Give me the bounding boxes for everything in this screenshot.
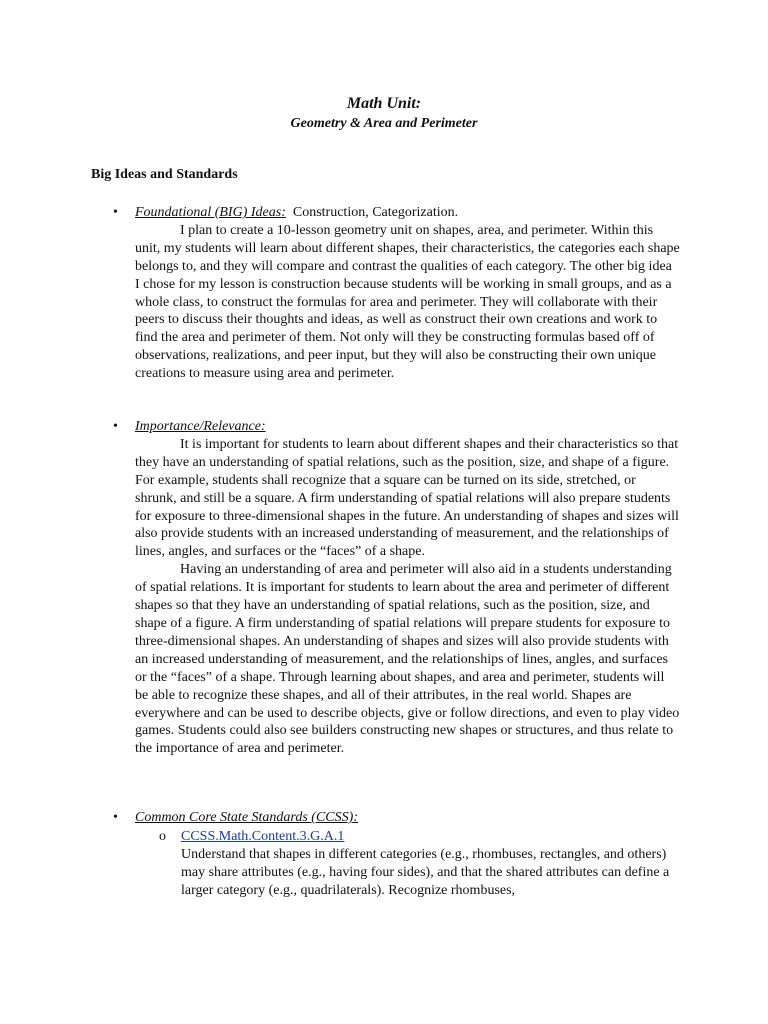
importance-paragraph-2: Having an understanding of area and perimeter will also aid in a students understanding of spatial relations. It is important for students to learn about the area and perimeter of different shapes so that they have an understanding of spatial relations, such as the position, size, and shape of a figure. A firm understanding of spatial relations will prepare students for exposure to three-dimensional shapes. An understanding of shapes and sizes will also provide students with an increased understanding of measurement, and the relationships of lines, angles, and surfaces or the “faces” of a shape. Through learning about shapes, and area and perimeter, students will be able to recognize these shapes, and all of their attributes, in the real world. Shapes are everywhere and can be used to describe objects, give or follow directions, and even to play video games. Students could also see builders constructing new shapes or structures, and thus relate to the importance of area and perimeter.: [135, 562, 680, 757]
importance-paragraph-1: It is important for students to learn about different shapes and their characteristics so that they have an understanding of spatial relations, such as the position, size, and shape of a figure. For example, students shall recognize that a square can be turned on its side, stretched, or shrunk, and still be a square. A firm understanding of spatial relations will also prepare students for exposure to three-dimensional shapes in the future. An understanding of shapes and sizes will also provide students with an increased understanding of measurement, and the relationships of lines, angles, and surfaces or the “faces” of a shape.: [135, 436, 679, 560]
ccss-sub-item: [159, 828, 679, 908]
sub-bullet-icon: o: [159, 829, 166, 844]
importance-relevance-colon: :: [260, 419, 266, 434]
ccss-standard-text: Understand that shapes in different categories (e.g., rhombuses, rectangles, and others) may share attributes (e.g., having four sides), and that the shared attributes can define a larger category (e.g., quadrilaterals). Recognize rhombuses,: [181, 846, 670, 898]
importance-relevance-line: [135, 418, 680, 436]
foundational-ideas-body: [135, 204, 680, 383]
bullet-icon: •: [113, 810, 118, 825]
foundational-ideas-colon: :: [281, 205, 286, 220]
foundational-ideas-line: [135, 204, 680, 222]
ccss-item: [113, 809, 683, 829]
ccss-sub-body: [181, 828, 681, 900]
foundational-ideas-label: Foundational (BIG) Ideas: [135, 205, 282, 220]
ccss-colon: :: [353, 810, 358, 825]
importance-relevance-label: Importance/Relevance: [135, 419, 261, 434]
foundational-ideas-value: Construction, Categorization.: [285, 205, 459, 220]
foundational-ideas-item: [113, 204, 683, 399]
ccss-standard-link[interactable]: CCSS.Math.Content.3.G.A.1: [181, 829, 345, 844]
section-heading: Big Ideas and Standards: [91, 167, 238, 182]
bullet-icon: •: [113, 205, 118, 220]
document-title: Math Unit:: [346, 95, 422, 112]
importance-relevance-body: [135, 418, 680, 758]
ccss-body: [135, 809, 680, 827]
foundational-ideas-paragraph: I plan to create a 10-lesson geometry unit on shapes, area, and perimeter. Within this unit, my students will learn about different shapes, their characteristics, the categories each shape belongs to, and they will compare and contrast the qualities of each category. The other big idea I chose for my lesson is construction because students will be working in small groups, and as a whole class, to construct the formulas for area and perimeter. They will collaborate with their peers to discuss their thoughts and ideas, as well as construct their own creations and work to find the area and perimeter of them. Not only will they be constructing formulas based off of observations, realizations, and peer input, but they will also be constructing their own unique creations to measure using area and perimeter.: [135, 222, 680, 382]
document-subtitle: Geometry & Area and Perimeter: [290, 116, 478, 131]
ccss-label: Common Core State Standards (CCSS): [135, 810, 354, 825]
importance-relevance-item: [113, 418, 683, 796]
bullet-icon: •: [113, 419, 118, 434]
